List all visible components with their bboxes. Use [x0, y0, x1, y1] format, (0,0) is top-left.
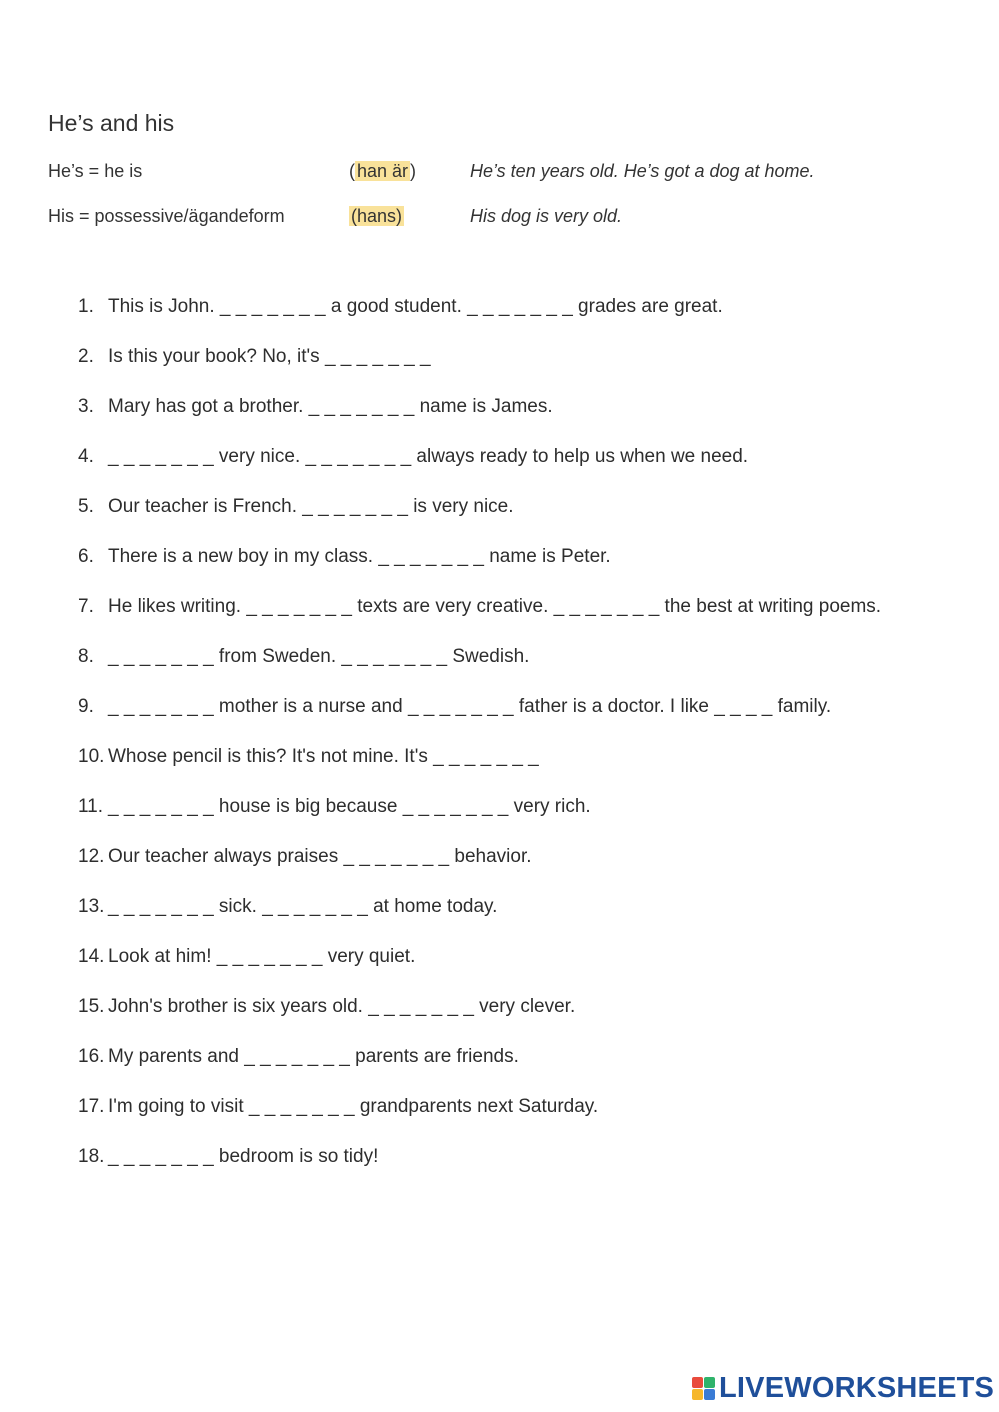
exercise-item: [78, 642, 958, 672]
exercise-item: [78, 742, 958, 772]
exercise-number: 7.: [78, 596, 94, 617]
exercise-number: 13.: [78, 896, 105, 917]
definition-translation: [349, 206, 404, 227]
exercise-number: 17.: [78, 1096, 105, 1117]
exercise-number: 6.: [78, 546, 94, 567]
exercise-number: 12.: [78, 846, 105, 867]
exercise-item: [78, 392, 958, 422]
page-title: He’s and his: [48, 110, 175, 136]
definition-translation: ( han är ): [349, 161, 417, 181]
exercise-number: 16.: [78, 1046, 105, 1067]
exercise-text: _ _ _ _ _ _ _ bedroom is so tidy!: [108, 1146, 379, 1167]
exercise-item: [78, 692, 958, 722]
exercise-number: 9.: [78, 696, 94, 717]
exercise-text: He likes writing. _ _ _ _ _ _ _ texts are very creative. _ _ _ _ _ _ _ the best at writing poems.: [108, 596, 882, 617]
exercise-item: [78, 492, 958, 522]
logo-square: [692, 1389, 703, 1400]
exercise-text: _ _ _ _ _ _ _ mother is a nurse and _ _ _ _ _ _ _ father is a doctor. I like _ _ _ _ family.: [108, 696, 832, 717]
exercise-text: Whose pencil is this? It's not mine. It's _ _ _ _ _ _ _: [108, 746, 539, 767]
exercise-number: 8.: [78, 646, 94, 667]
exercise-item: [78, 992, 958, 1022]
exercise-item: [78, 892, 958, 922]
liveworksheets-logo[interactable]: [692, 1372, 994, 1404]
exercise-number: 4.: [78, 446, 94, 467]
exercise-text: John's brother is six years old. _ _ _ _ _ _ _ very clever.: [108, 996, 576, 1017]
exercise-number: 14.: [78, 946, 105, 967]
exercise-number: 15.: [78, 996, 105, 1017]
exercise-text: Look at him! _ _ _ _ _ _ _ very quiet.: [108, 946, 416, 967]
exercise-number: 18.: [78, 1146, 105, 1167]
exercise-text: There is a new boy in my class. _ _ _ _ _ _ _ name is Peter.: [108, 546, 611, 567]
exercise-item: [78, 942, 958, 972]
exercise-text: _ _ _ _ _ _ _ from Sweden. _ _ _ _ _ _ _ Swedish.: [108, 646, 530, 667]
liveworksheets-logo-icon: [692, 1377, 715, 1400]
exercise-text: Our teacher is French. _ _ _ _ _ _ _ is very nice.: [108, 496, 514, 517]
exercise-item: [78, 842, 958, 872]
exercise-item: [78, 1142, 958, 1172]
definition-example: His dog is very old.: [470, 206, 623, 226]
exercise-item: [78, 1042, 958, 1072]
exercise-text: _ _ _ _ _ _ _ sick. _ _ _ _ _ _ _ at home today.: [108, 896, 498, 917]
exercise-text: This is John. _ _ _ _ _ _ _ a good student. _ _ _ _ _ _ _ grades are great.: [108, 296, 723, 317]
exercise-number: 1.: [78, 296, 94, 317]
exercise-text: Mary has got a brother. _ _ _ _ _ _ _ name is James.: [108, 396, 553, 417]
exercise-number: 11.: [78, 796, 104, 817]
exercise-text: My parents and _ _ _ _ _ _ _ parents are friends.: [108, 1046, 519, 1067]
exercise-list: [78, 292, 958, 1192]
exercise-item: [78, 342, 958, 372]
translation-highlight: han är: [357, 161, 409, 181]
exercise-number: 3.: [78, 396, 94, 417]
translation-highlight: (hans): [351, 206, 403, 226]
exercise-number: 10.: [78, 746, 105, 767]
exercise-number: 5.: [78, 496, 94, 517]
exercise-item: [78, 292, 958, 322]
definition-term: His = possessive/ägandeform: [48, 206, 285, 226]
exercise-item: [78, 1092, 958, 1122]
exercise-item: [78, 442, 958, 472]
exercise-text: Our teacher always praises _ _ _ _ _ _ _ behavior.: [108, 846, 532, 867]
exercise-text: _ _ _ _ _ _ _ very nice. _ _ _ _ _ _ _ always ready to help us when we need.: [108, 446, 749, 467]
exercise-item: [78, 542, 958, 572]
exercise-text: _ _ _ _ _ _ _ house is big because _ _ _ _ _ _ _ very rich.: [108, 796, 591, 817]
logo-text: LIVEWORKSHEETS: [719, 1371, 995, 1404]
exercise-item: [78, 792, 958, 822]
definition-term: He’s = he is: [48, 161, 143, 181]
logo-square: [692, 1377, 703, 1388]
exercise-number: 2.: [78, 346, 94, 367]
logo-square: [704, 1377, 715, 1388]
logo-square: [704, 1389, 715, 1400]
exercise-text: I'm going to visit _ _ _ _ _ _ _ grandparents next Saturday.: [108, 1096, 599, 1117]
definition-example: He’s ten years old. He’s got a dog at home.: [470, 161, 815, 181]
exercise-item: [78, 592, 958, 622]
exercise-text: Is this your book? No, it's _ _ _ _ _ _ _: [108, 346, 431, 367]
